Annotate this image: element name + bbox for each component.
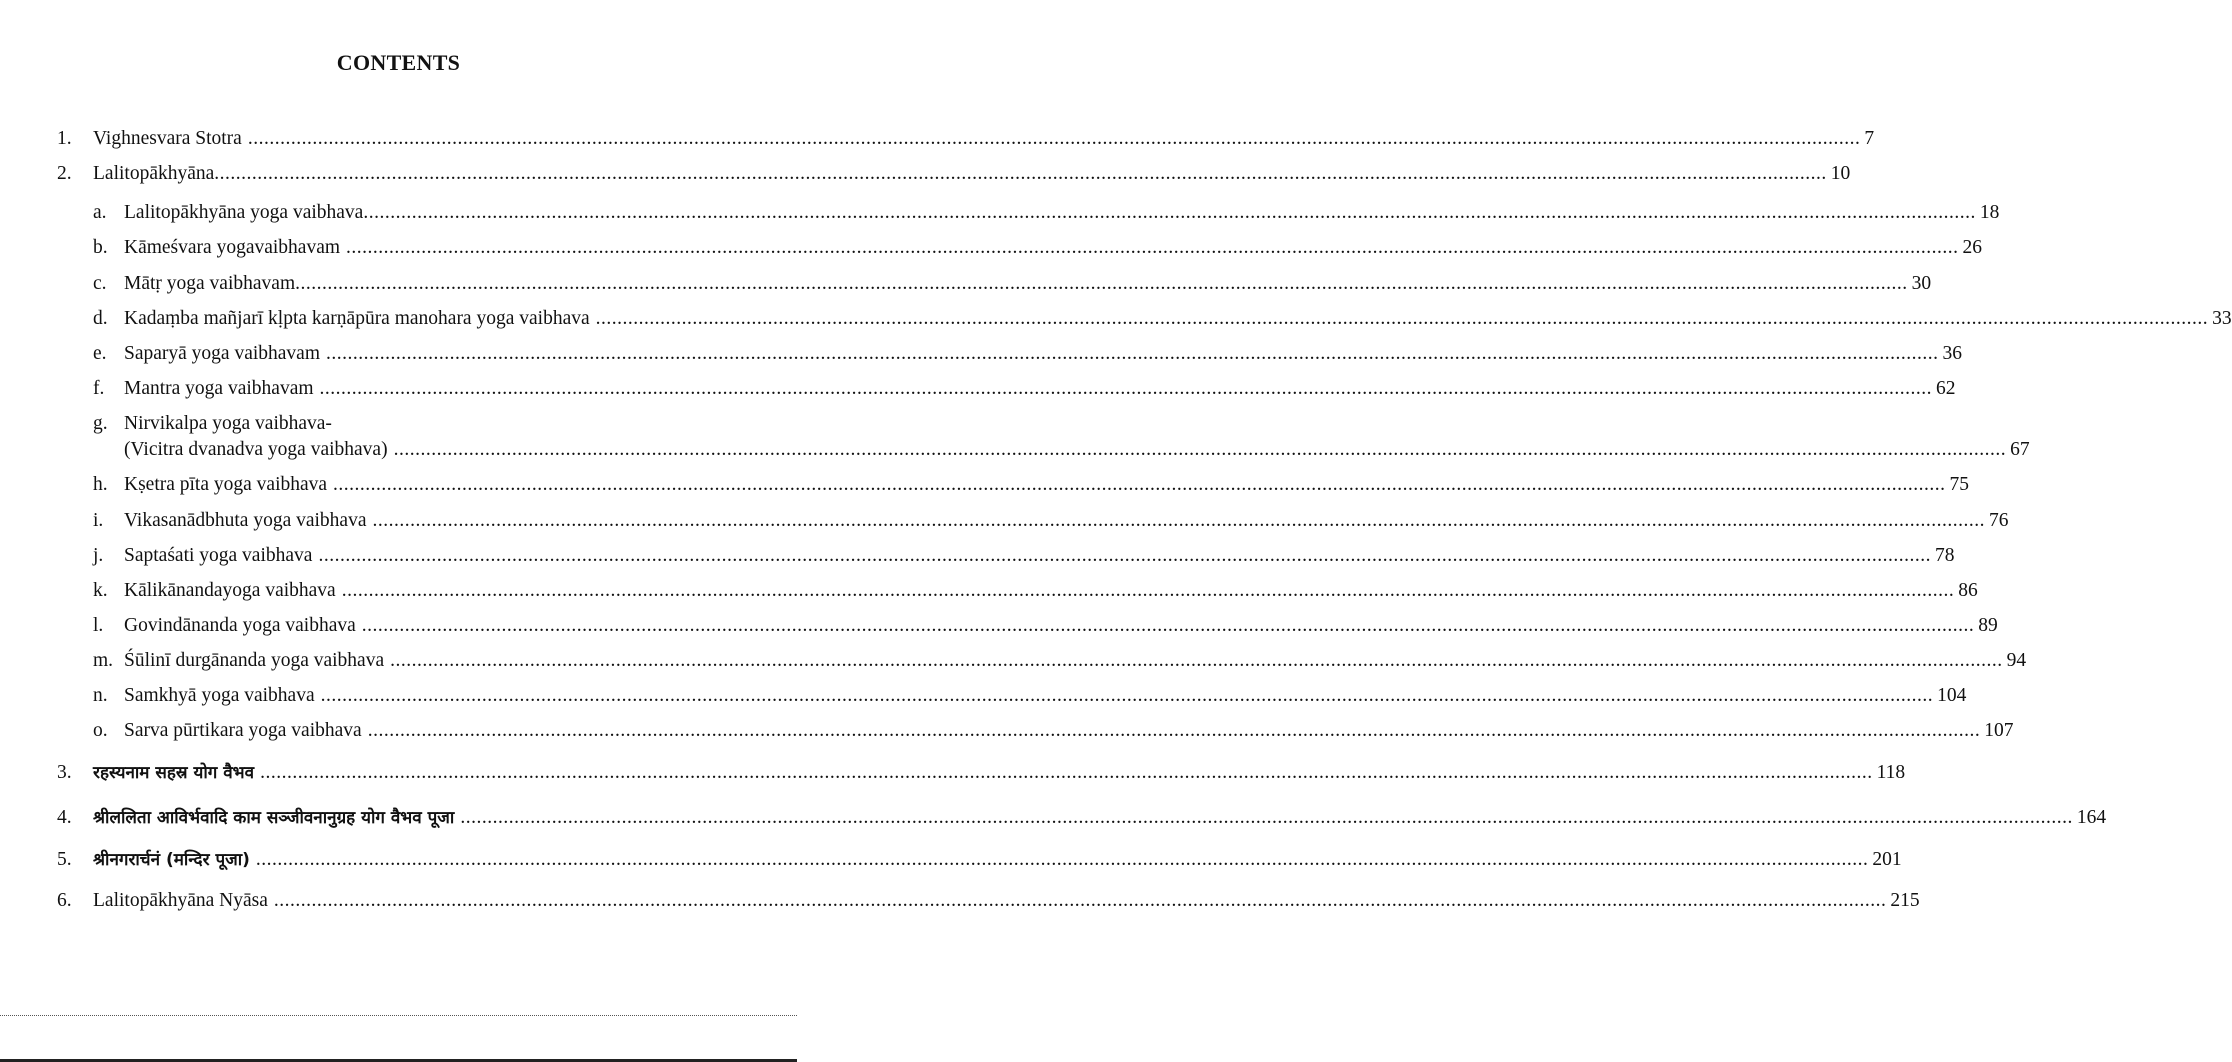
toc-entry[interactable] bbox=[57, 683, 1967, 709]
entry-page-number: 7 bbox=[1864, 128, 1875, 149]
entry-title: Vikasanādbhuta yoga vaibhava bbox=[124, 510, 367, 531]
entry-page-number: 118 bbox=[1876, 762, 1906, 783]
entry-number: 5. bbox=[57, 849, 72, 870]
entry-page-number: 94 bbox=[2006, 650, 2027, 671]
entry-title: Samkhyā yoga vaibhava bbox=[124, 685, 315, 706]
entry-page-number: 107 bbox=[1984, 720, 2014, 741]
entry-title: Saptaśati yoga vaibhava bbox=[124, 545, 313, 566]
entry-number: 1. bbox=[57, 128, 72, 149]
dot-leader: ............................................................................................................................................................................................................................................................................................................ bbox=[372, 510, 1985, 531]
entry-page-number: 104 bbox=[1937, 685, 1967, 706]
entry-page-number: 76 bbox=[1989, 510, 2009, 531]
entry-page-number: 26 bbox=[1962, 237, 1983, 258]
toc-entry[interactable] bbox=[57, 805, 2107, 831]
entry-number: 6. bbox=[57, 890, 72, 911]
entry-title: श्रीनगरार्चनं (मन्दिर पूजा) bbox=[93, 850, 250, 870]
entry-page-number: 36 bbox=[1942, 343, 1963, 364]
entry-title: Lalitopākhyāna bbox=[93, 163, 215, 184]
entry-number: j. bbox=[93, 545, 104, 566]
entry-number: o. bbox=[93, 720, 108, 741]
dot-leader: ............................................................................................................................................................................................................................................................................................................ bbox=[295, 273, 1908, 294]
entry-page-number: 10 bbox=[1830, 163, 1851, 184]
dot-leader: ............................................................................................................................................................................................................................................................................................................ bbox=[320, 685, 1934, 706]
toc-entry[interactable] bbox=[57, 613, 1998, 639]
toc-entry[interactable] bbox=[57, 578, 1978, 604]
page-title: CONTENTS bbox=[336, 50, 461, 75]
dot-leader: ............................................................................................................................................................................................................................................................................................................ bbox=[318, 545, 1931, 566]
entry-title: Kāmeśvara yogavaibhavam bbox=[124, 237, 341, 258]
toc-entry[interactable] bbox=[57, 508, 2009, 534]
dot-leader: ............................................................................................................................................................................................................................................................................................................ bbox=[214, 163, 1827, 184]
entry-page-number: 89 bbox=[1978, 615, 1998, 636]
entry-number: e. bbox=[93, 343, 107, 364]
dot-leader: ............................................................................................................................................................................................................................................................................................................ bbox=[333, 474, 1946, 495]
toc-entry[interactable] bbox=[57, 472, 1970, 498]
dot-leader: ............................................................................................................................................................................................................................................................................................................ bbox=[247, 128, 1861, 149]
entry-number: k. bbox=[93, 580, 108, 601]
entry-title: रहस्यनाम सहस्र योग वैभव bbox=[93, 763, 255, 783]
dot-leader: ............................................................................................................................................................................................................................................................................................................ bbox=[346, 237, 1959, 258]
entry-number: a. bbox=[93, 202, 107, 223]
entry-number: 2. bbox=[57, 163, 72, 184]
dot-leader: ............................................................................................................................................................................................................................................................................................................ bbox=[326, 343, 1939, 364]
entry-title: Nirvikalpa yoga vaibhava- bbox=[124, 413, 332, 434]
entry-page-number: 62 bbox=[1936, 378, 1956, 399]
entry-number: h. bbox=[93, 474, 108, 495]
dot-leader: ............................................................................................................................................................................................................................................................................................................ bbox=[319, 378, 1933, 399]
entry-page-number: 164 bbox=[2076, 807, 2107, 828]
entry-page-number: 33 bbox=[2212, 308, 2232, 329]
dot-leader: ............................................................................................................................................................................................................................................................................................................ bbox=[341, 580, 1955, 601]
toc-entry[interactable] bbox=[57, 543, 1955, 569]
entry-page-number: 30 bbox=[1911, 273, 1932, 294]
dotted-divider bbox=[0, 1015, 797, 1016]
dot-leader: ............................................................................................................................................................................................................................................................................................................ bbox=[260, 762, 1873, 783]
toc-entry[interactable] bbox=[57, 376, 1956, 402]
entry-page-number: 18 bbox=[1979, 202, 2000, 223]
dot-leader: ............................................................................................................................................................................................................................................................................................................ bbox=[595, 308, 2209, 329]
toc-entry-first-line bbox=[57, 411, 776, 437]
toc-entry[interactable] bbox=[57, 161, 1851, 187]
entry-page-number: 201 bbox=[1872, 849, 1902, 870]
dot-leader: ............................................................................................................................................................................................................................................................................................................ bbox=[363, 202, 1976, 223]
entry-title: Mantra yoga vaibhavam bbox=[124, 378, 314, 399]
toc-entry[interactable] bbox=[57, 235, 1983, 261]
entry-title: Kṣetra pīta yoga vaibhava bbox=[124, 474, 328, 495]
toc-entry[interactable] bbox=[57, 847, 1902, 873]
toc-entry[interactable] bbox=[57, 271, 1932, 297]
dot-leader: ............................................................................................................................................................................................................................................................................................................ bbox=[460, 807, 2073, 828]
entry-title: Lalitopākhyāna Nyāsa bbox=[93, 890, 268, 911]
entry-page-number: 215 bbox=[1890, 890, 1920, 911]
entry-title: Sarva pūrtikara yoga vaibhava bbox=[124, 720, 362, 741]
entry-number: g. bbox=[93, 413, 108, 434]
entry-title: Kadaṃba mañjarī kḷpta karṇāpūra manohara yoga vaibhava bbox=[124, 308, 590, 329]
entry-page-number: 75 bbox=[1949, 474, 1970, 495]
toc-entry[interactable] bbox=[57, 648, 2027, 674]
toc-entry[interactable] bbox=[57, 718, 2014, 744]
entry-title: Govindānanda yoga vaibhava bbox=[124, 615, 356, 636]
entry-number: 4. bbox=[57, 807, 72, 828]
toc-entry[interactable] bbox=[57, 437, 2030, 463]
toc-entry[interactable] bbox=[57, 126, 1875, 152]
entry-title: Saparyā yoga vaibhavam bbox=[124, 343, 321, 364]
entry-number: c. bbox=[93, 273, 107, 294]
entry-number: f. bbox=[93, 378, 105, 399]
dot-leader: ............................................................................................................................................................................................................................................................................................................ bbox=[367, 720, 1981, 741]
entry-page-number: 78 bbox=[1934, 545, 1955, 566]
dot-leader: ............................................................................................................................................................................................................................................................................................................ bbox=[361, 615, 1975, 636]
dot-leader: ............................................................................................................................................................................................................................................................................................................ bbox=[273, 890, 1887, 911]
entry-number: i. bbox=[93, 510, 104, 531]
dot-leader: ............................................................................................................................................................................................................................................................................................................ bbox=[393, 439, 2007, 460]
entry-number: m. bbox=[93, 650, 114, 671]
toc-entry[interactable] bbox=[57, 888, 1920, 914]
toc-entry[interactable] bbox=[57, 341, 1963, 367]
toc-entry[interactable] bbox=[57, 200, 2000, 226]
entry-title: (Vicitra dvanadva yoga vaibhava) bbox=[124, 439, 388, 460]
toc-entry[interactable] bbox=[57, 306, 2232, 332]
dot-leader: ............................................................................................................................................................................................................................................................................................................ bbox=[390, 650, 2003, 671]
entry-number: d. bbox=[93, 308, 108, 329]
entry-page-number: 86 bbox=[1958, 580, 1978, 601]
entry-number: l. bbox=[93, 615, 104, 636]
entry-number: b. bbox=[93, 237, 108, 258]
entry-number: n. bbox=[93, 685, 108, 706]
entry-number: 3. bbox=[57, 762, 72, 783]
entry-title: श्रीललिता आविर्भवादि काम सञ्जीवनानुग्रह योग वैभव पूजा bbox=[93, 808, 455, 828]
toc-entry[interactable] bbox=[57, 760, 1906, 786]
entry-title: Vighnesvara Stotra bbox=[93, 128, 242, 149]
entry-title: Lalitopākhyāna yoga vaibhava bbox=[124, 202, 364, 223]
entry-title: Śūlinī durgānanda yoga vaibhava bbox=[124, 650, 385, 671]
dot-leader: ............................................................................................................................................................................................................................................................................................................ bbox=[255, 849, 1869, 870]
entry-title: Kālikānandayoga vaibhava bbox=[124, 580, 336, 601]
entry-page-number: 67 bbox=[2010, 439, 2030, 460]
entry-title: Mātṛ yoga vaibhavam bbox=[124, 273, 296, 294]
